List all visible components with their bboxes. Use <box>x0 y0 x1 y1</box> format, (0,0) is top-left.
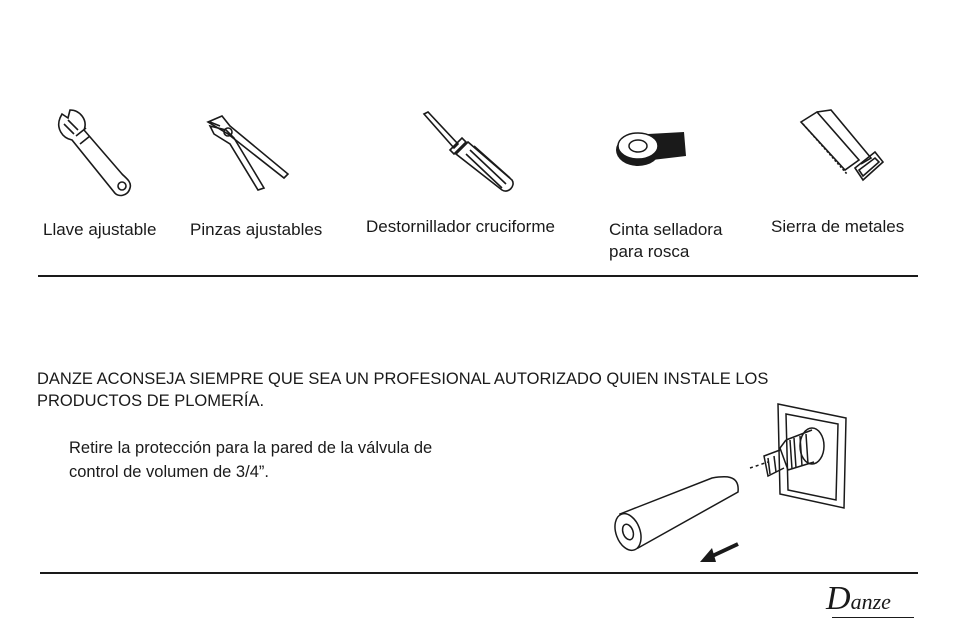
phillips-screwdriver-icon <box>420 110 520 195</box>
adjustable-wrench-icon <box>50 104 140 204</box>
step-line-1: Retire la protección para la pared de la válvula de <box>69 439 433 457</box>
tool-label-screwdriver: Destornillador cruciforme <box>366 217 555 236</box>
logo-rest: anze <box>850 589 891 614</box>
hacksaw-icon <box>795 108 890 198</box>
valve-wall-flange-illustration <box>600 396 860 571</box>
bottom-divider <box>40 572 918 574</box>
tool-label-wrench: Llave ajustable <box>43 220 157 239</box>
advice-line-1: DANZE ACONSEJA SIEMPRE QUE SEA UN PROFESIONAL AUTORIZADO QUIEN INSTALE LOS <box>37 370 769 388</box>
danze-logo <box>826 582 891 622</box>
advice-line-2: PRODUCTOS DE PLOMERÍA. <box>37 392 265 410</box>
tool-label-pliers: Pinzas ajustables <box>190 220 323 239</box>
tool-label-tape-line1: Cinta selladora <box>609 220 723 239</box>
logo-underline <box>832 617 914 618</box>
tools-divider <box>38 275 918 277</box>
step-line-2: control de volumen de 3/4”. <box>69 463 269 481</box>
tool-label-tape-line2: para rosca <box>609 242 690 261</box>
thread-sealing-tape-icon <box>612 126 694 176</box>
logo-initial: D <box>826 580 851 617</box>
tool-label-hacksaw: Sierra de metales <box>771 217 905 236</box>
instruction-step <box>69 436 432 484</box>
adjustable-pliers-icon <box>200 112 295 192</box>
